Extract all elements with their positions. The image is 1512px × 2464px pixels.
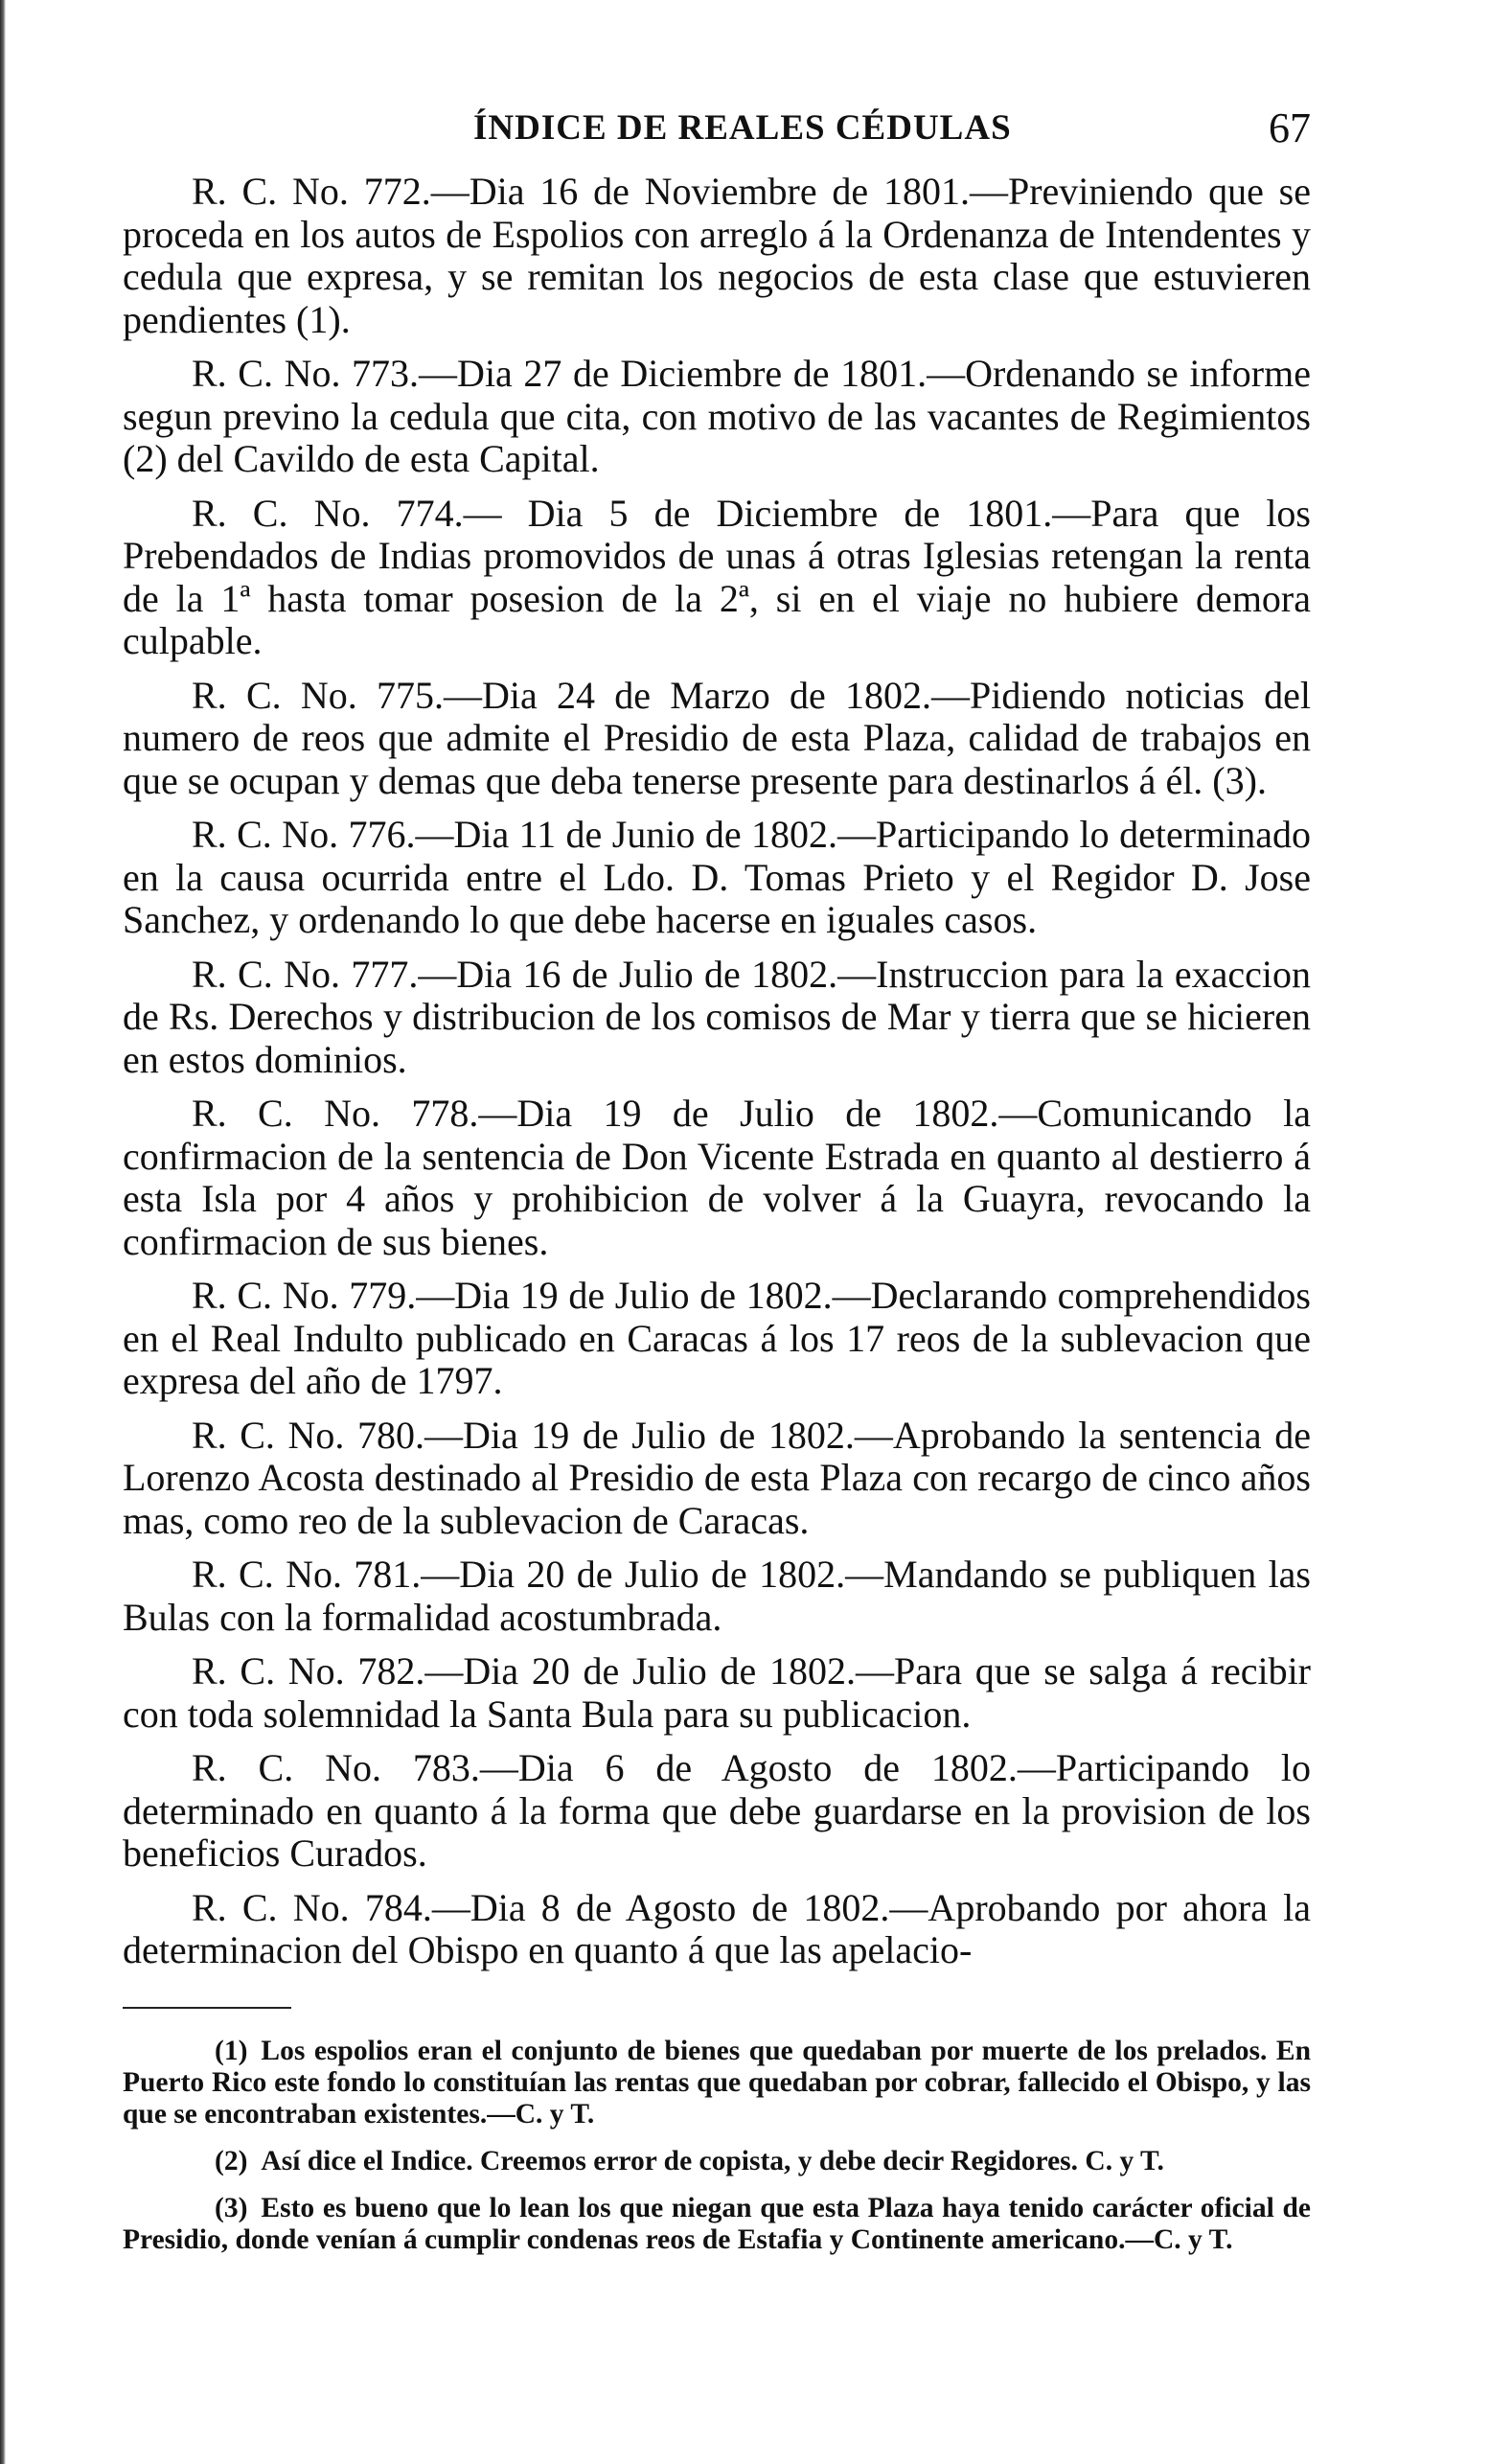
entry-778: R. C. No. 778.—Dia 19 de Julio de 1802.—Comunicando la confirmacion de la sentencia de Don Vicente Estrada en quanto al destierro á esta Isla por 4 años y prohibicion de volver á la Guayra, revocando la confirmacion de sus bienes. (123, 1092, 1311, 1263)
entry-781: R. C. No. 781.—Dia 20 de Julio de 1802.—Mandando se publiquen las Bulas con la formalidad acostumbrada. (123, 1553, 1311, 1639)
entry-783: R. C. No. 783.—Dia 6 de Agosto de 1802.—Participando lo determinado en quanto á la forma que debe guardarse en la provision de los beneficios Curados. (123, 1746, 1311, 1875)
entry-776: R. C. No. 776.—Dia 11 de Junio de 1802.—Participando lo determinado en la causa ocurrida entre el Ldo. D. Tomas Prieto y el Regidor D. Jose Sanchez, y ordenando lo que debe hacerse en iguales casos. (123, 813, 1311, 941)
footnote-text: Así dice el Indice. Creemos error de copista, y debe decir Regidores. C. y T. (261, 2146, 1164, 2176)
footnote-text: Esto es bueno que lo lean los que niegan que esta Plaza haya tenido carácter oficial de Presidio, donde venían á cumplir condenas reos de Estafia y Continente americano.—C. y T. (123, 2193, 1311, 2255)
footnote-2 (123, 2146, 1311, 2177)
page-header (123, 104, 1311, 161)
footnote-marker: (3) (215, 2193, 248, 2223)
main-text (123, 171, 1311, 1984)
entry-773: R. C. No. 773.—Dia 27 de Diciembre de 1801.—Ordenando se informe segun previno la cedula que cita, con motivo de las vacantes de Regimientos (2) del Cavildo de esta Capital. (123, 352, 1311, 480)
footnote-marker: (1) (215, 2036, 248, 2066)
entry-774: R. C. No. 774.— Dia 5 de Diciembre de 1801.—Para que los Prebendados de Indias promovidos de unas á otras Iglesias retengan la renta de la 1ª hasta tomar posesion de la 2ª, si en el viaje no hubiere demora culpable. (123, 491, 1311, 662)
entry-779: R. C. No. 779.—Dia 19 de Julio de 1802.—Declarando comprehendidos en el Real Indulto publicado en Caracas á los 17 reos de la sublevacion que expresa del año de 1797. (123, 1274, 1311, 1402)
entry-772: R. C. No. 772.—Dia 16 de Noviembre de 1801.—Previniendo que se proceda en los autos de Espolios con arreglo á la Ordenanza de Intendentes y cedula que expresa, y se remitan los negocios de esta clase que estuvieren pendientes (1). (123, 170, 1311, 341)
page-edge (0, 0, 6, 2464)
footnote-text: Los espolios eran el conjunto de bienes que quedaban por muerte de los prelados. En Puerto Rico este fondo lo constituían las rentas que quedaban por cobrar, fallecido el Obispo, y las que se encontraban existentes.—C. y T. (123, 2036, 1311, 2130)
running-title: ÍNDICE DE REALES CÉDULAS (473, 108, 1012, 148)
footnote-1 (123, 2036, 1311, 2130)
page-number: 67 (1269, 104, 1311, 151)
entry-775: R. C. No. 775.—Dia 24 de Marzo de 1802.—Pidiendo noticias del numero de reos que admite el Presidio de esta Plaza, calidad de trabajos en que se ocupan y demas que deba tenerse presente para destinarlos á él. (3). (123, 673, 1311, 802)
entry-777: R. C. No. 777.—Dia 16 de Julio de 1802.—Instruccion para la exaccion de Rs. Derechos y distribucion de los comisos de Mar y tierra que se hicieren en estos dominios. (123, 952, 1311, 1081)
entry-782: R. C. No. 782.—Dia 20 de Julio de 1802.—Para que se salga á recibir con toda solemnidad la Santa Bula para su publicacion. (123, 1649, 1311, 1736)
footnote-divider (123, 2007, 291, 2009)
footnotes (123, 2036, 1311, 2271)
footnote-3 (123, 2193, 1311, 2256)
entry-784: R. C. No. 784.—Dia 8 de Agosto de 1802.—Aprobando por ahora la determinacion del Obispo en quanto á que las apelacio- (123, 1885, 1311, 1971)
entry-780: R. C. No. 780.—Dia 19 de Julio de 1802.—Aprobando la sentencia de Lorenzo Acosta destinado al Presidio de esta Plaza con recargo de cinco años mas, como reo de la sublevacion de Caracas. (123, 1413, 1311, 1542)
footnote-marker: (2) (215, 2146, 248, 2176)
